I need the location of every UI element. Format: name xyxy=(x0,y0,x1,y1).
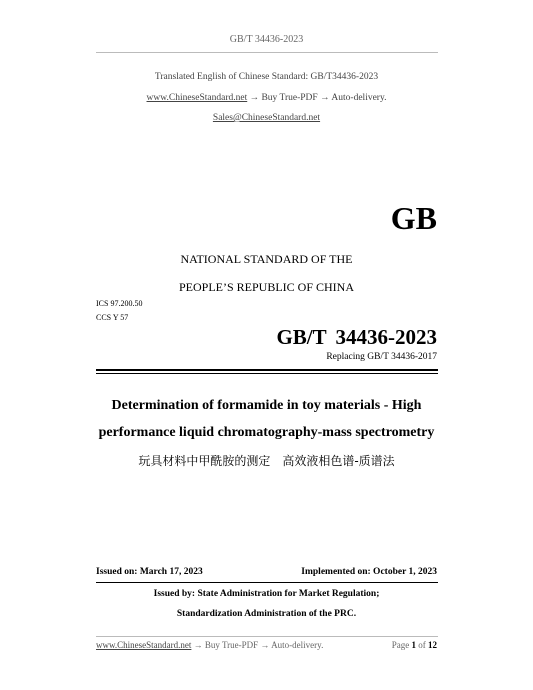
issuer-line1: Issued by: State Administration for Market Regulation; xyxy=(153,589,380,599)
national-standard-line1: NATIONAL STANDARD OF THE xyxy=(180,252,353,266)
title-divider-thin xyxy=(96,373,438,374)
email-line xyxy=(0,113,533,123)
purchase-line xyxy=(0,93,533,103)
english-title-line2: performance liquid chromatography-mass spectrometry xyxy=(98,425,435,440)
ics-code: ICS 97.200.50 xyxy=(96,299,143,308)
footer-divider xyxy=(96,636,438,637)
title-divider-thick xyxy=(96,369,438,371)
email-link[interactable]: Sales@ChineseStandard.net xyxy=(212,113,321,123)
footer-purchase-text: → Buy True-PDF → Auto-delivery. xyxy=(191,640,324,650)
gb-mark: GB xyxy=(390,200,437,236)
page-indicator xyxy=(392,640,437,650)
footer-purchase-line xyxy=(96,640,323,650)
purchase-text: → Buy True-PDF → Auto-delivery. xyxy=(247,93,387,103)
ccs-code: CCS Y 57 xyxy=(96,313,129,322)
replacing-note: Replacing GB/T 34436-2017 xyxy=(326,352,437,362)
page-number: 1 xyxy=(411,640,416,650)
dates-divider xyxy=(96,582,438,583)
national-standard-line2: PEOPLE’S REPUBLIC OF CHINA xyxy=(178,280,355,294)
footer-site-link[interactable]: www.ChineseStandard.net xyxy=(96,640,192,650)
header-divider xyxy=(96,52,438,53)
standard-code: GB/T 34436-2023 xyxy=(276,325,437,349)
issued-date: Issued on: March 17, 2023 xyxy=(96,567,203,577)
site-link[interactable]: www.ChineseStandard.net xyxy=(146,93,248,103)
running-header: GB/T 34436-2023 xyxy=(229,34,304,45)
of-label: of xyxy=(418,640,426,650)
chinese-title: 玩具材料中甲酰胺的测定 高效液相色谱-质谱法 xyxy=(138,454,395,468)
page-label: Page xyxy=(391,640,410,650)
issuer-line2: Standardization Administration of the PRC. xyxy=(176,609,357,619)
translation-notice: Translated English of Chinese Standard: GB/T34436-2023 xyxy=(154,72,379,82)
page-total: 12 xyxy=(428,640,437,650)
english-title-line1: Determination of formamide in toy materials - High xyxy=(111,398,422,413)
implemented-date: Implemented on: October 1, 2023 xyxy=(301,567,437,577)
